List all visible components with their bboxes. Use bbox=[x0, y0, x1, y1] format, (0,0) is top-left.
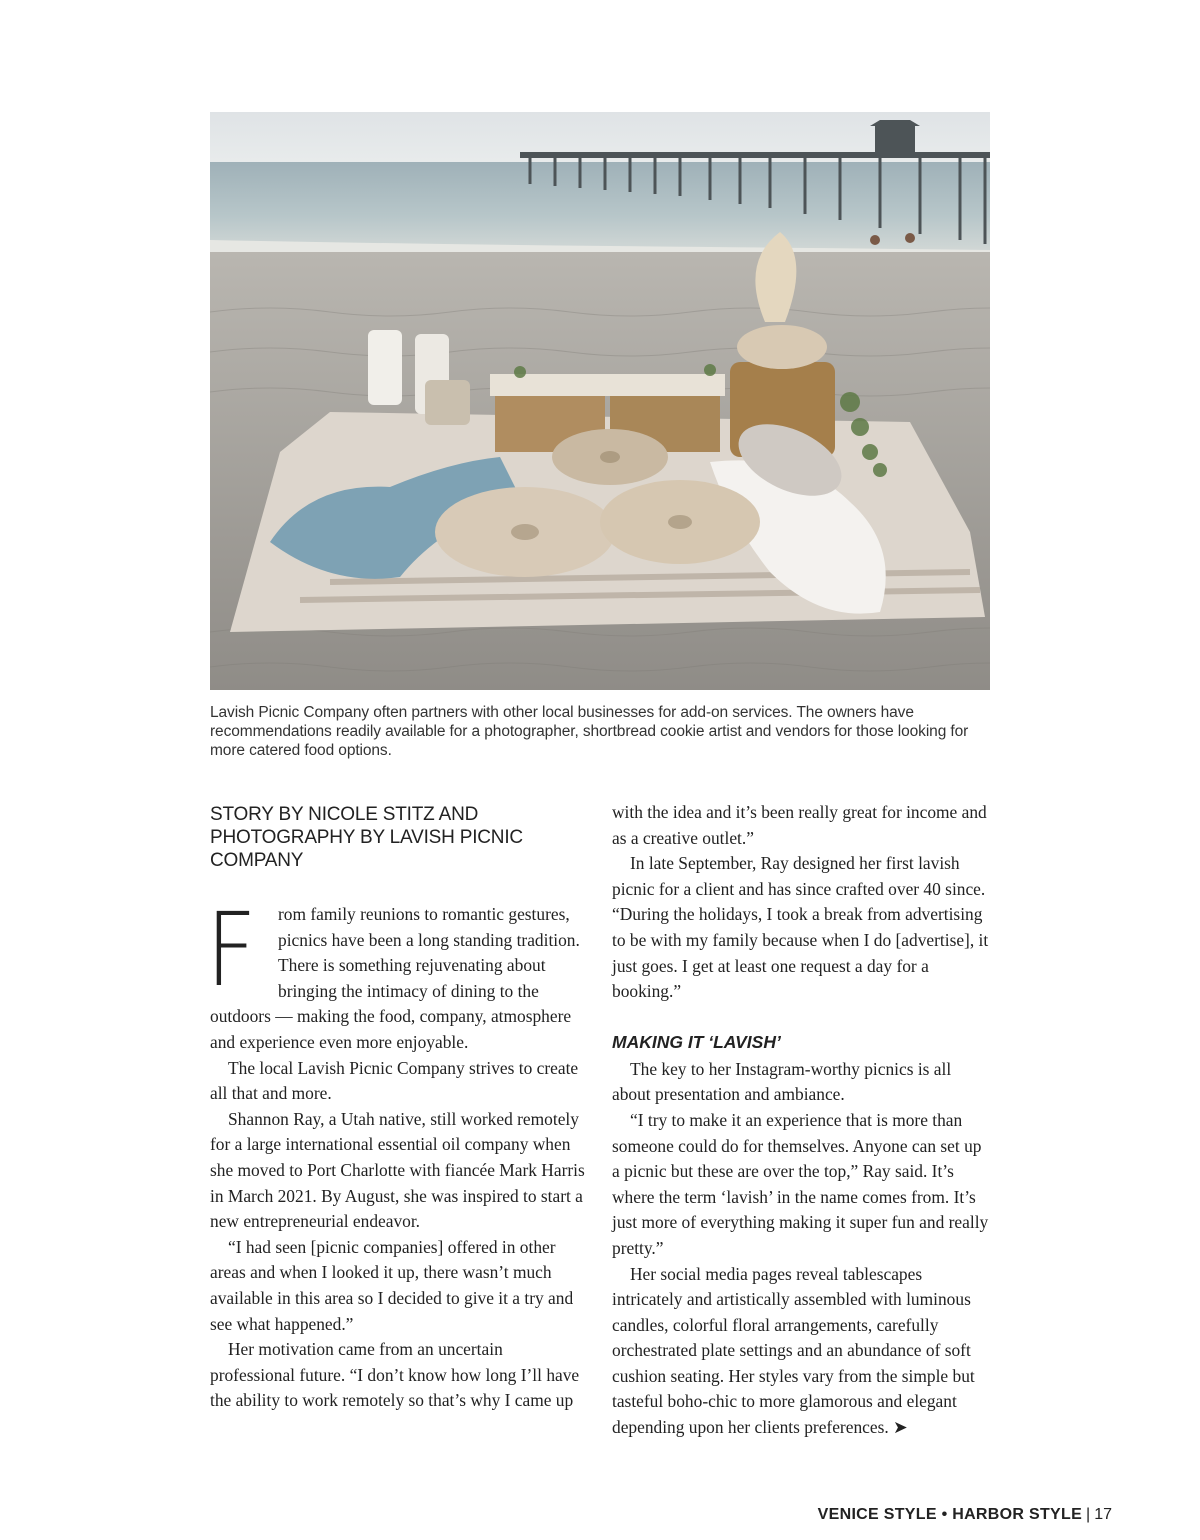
body-paragraph: In late September, Ray designed her first lavish picnic for a client and has since crafted over 40 since. “During the holidays, I took a break from advertising to be with my family because when I do [advertise], it just goes. I get at least one request a day for a booking.” bbox=[612, 853, 989, 1002]
right-column bbox=[612, 800, 992, 1441]
body-paragraph: Her motivation came from an uncertain professional future. “I don’t know how long I’ll have the ability to work remotely so that’s why I came up bbox=[210, 1339, 580, 1411]
drop-cap: F bbox=[206, 891, 257, 1010]
lead-paragraph-text: rom family reunions to romantic gestures, picnics have been a long standing tradition. There is something rejuvenating about bringing the intimacy of dining to the outdoors — making the food, company, atmosphere and experience even more enjoyable. bbox=[210, 904, 580, 1052]
body-paragraph: Her social media pages reveal tablescapes intricately and artistically assembled with luminous candles, colorful floral arrangements, carefully orchestrated plate settings and an abundance of soft cushion seating. Her styles vary from the simple but tasteful boho-chic to more glamorous and elegant depending upon her clients preferences. ➤ bbox=[612, 1263, 975, 1438]
byline: STORY BY NICOLE STITZ AND PHOTOGRAPHY BY LAVISH PICNIC COMPANY bbox=[210, 804, 523, 871]
beach-picnic-photo bbox=[210, 112, 990, 690]
body-paragraph: Shannon Ray, a Utah native, still worked remotely for a large international essential oil company when she moved to Port Charlotte with fiancée Mark Harris in March 2021. By August, she was inspired to start a new entrepreneurial endeavor. bbox=[210, 1108, 585, 1232]
page-number: 17 bbox=[1094, 1506, 1112, 1523]
page-footer bbox=[818, 1506, 1112, 1524]
magazine-name: VENICE STYLE • HARBOR STYLE bbox=[817, 1506, 1083, 1523]
body-paragraph: “I try to make it an experience that is more than someone could do for themselves. Anyone can set up a picnic but these are over the top,” Ray said. It’s where the term ‘lavish’ in the name comes from. It’s just more of everything making it super fun and really pretty.” bbox=[612, 1109, 989, 1258]
photo-caption: Lavish Picnic Company often partners with other local businesses for add-on services. The owners have recommendations readily available for a photographer, shortbread cookie artist and vendors for those looking for more catered food options. bbox=[210, 704, 969, 759]
left-column bbox=[206, 800, 590, 1414]
lead-paragraph bbox=[206, 891, 590, 1056]
body-paragraph: The local Lavish Picnic Company strives to create all that and more. bbox=[210, 1057, 579, 1104]
section-subhead: MAKING IT ‘LAVISH’ bbox=[612, 1031, 781, 1052]
footer-separator: | bbox=[1086, 1506, 1091, 1523]
body-paragraph: The key to her Instagram-worthy picnics is all about presentation and ambiance. bbox=[612, 1058, 952, 1105]
body-paragraph: “I had seen [picnic companies] offered in other areas and when I looked it up, there wasn’t much available in this area so I decided to give it a try and see what happened.” bbox=[210, 1236, 574, 1334]
body-paragraph: with the idea and it’s been really great for income and as a creative outlet.” bbox=[612, 802, 987, 848]
